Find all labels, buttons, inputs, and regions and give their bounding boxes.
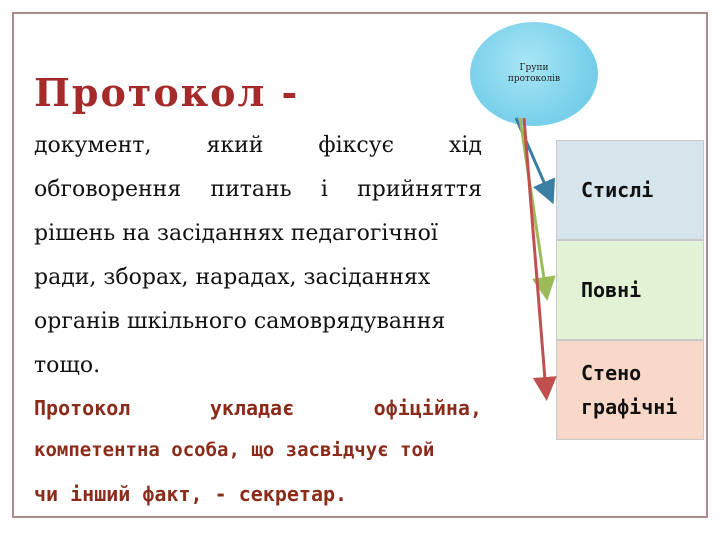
definition-word: обговорення bbox=[34, 177, 182, 202]
type-label-brief: Стислі bbox=[581, 178, 654, 202]
author-word: офіційна, bbox=[373, 396, 482, 420]
definition-word: документ, bbox=[34, 133, 152, 158]
definition-line-5: органів шкільного самоврядування bbox=[34, 309, 446, 334]
circle-label-line2: протоколів bbox=[507, 74, 561, 84]
definition-word: хід bbox=[448, 133, 482, 158]
author-line-3: чи інший факт, - секретар. bbox=[34, 482, 348, 506]
circle-label-line1: Групи bbox=[519, 63, 549, 73]
definition-line-4: ради, зборах, нарадах, засіданнях bbox=[34, 265, 431, 290]
slide-title: Протокол - bbox=[34, 70, 300, 115]
definition-line-6: тощо. bbox=[34, 353, 101, 378]
definition-word: і bbox=[320, 177, 328, 202]
type-label-full: Повні bbox=[581, 278, 642, 302]
definition-word: який bbox=[206, 133, 264, 158]
author-word: укладає bbox=[209, 396, 295, 420]
definition-word: питань bbox=[210, 177, 292, 202]
definition-word: фіксує bbox=[318, 133, 394, 158]
definition-word: прийняття bbox=[357, 177, 482, 202]
author-line-2: компетентна особа, що засвідчує той bbox=[34, 439, 435, 461]
author-word: Протокол bbox=[34, 396, 131, 420]
arrow-to-full bbox=[520, 118, 546, 292]
type-label-shorthand-line2: графічні bbox=[581, 395, 678, 419]
definition-line-3: рішень на засіданнях педагогічної bbox=[34, 221, 438, 246]
type-label-shorthand-line1: Стено bbox=[581, 361, 642, 385]
